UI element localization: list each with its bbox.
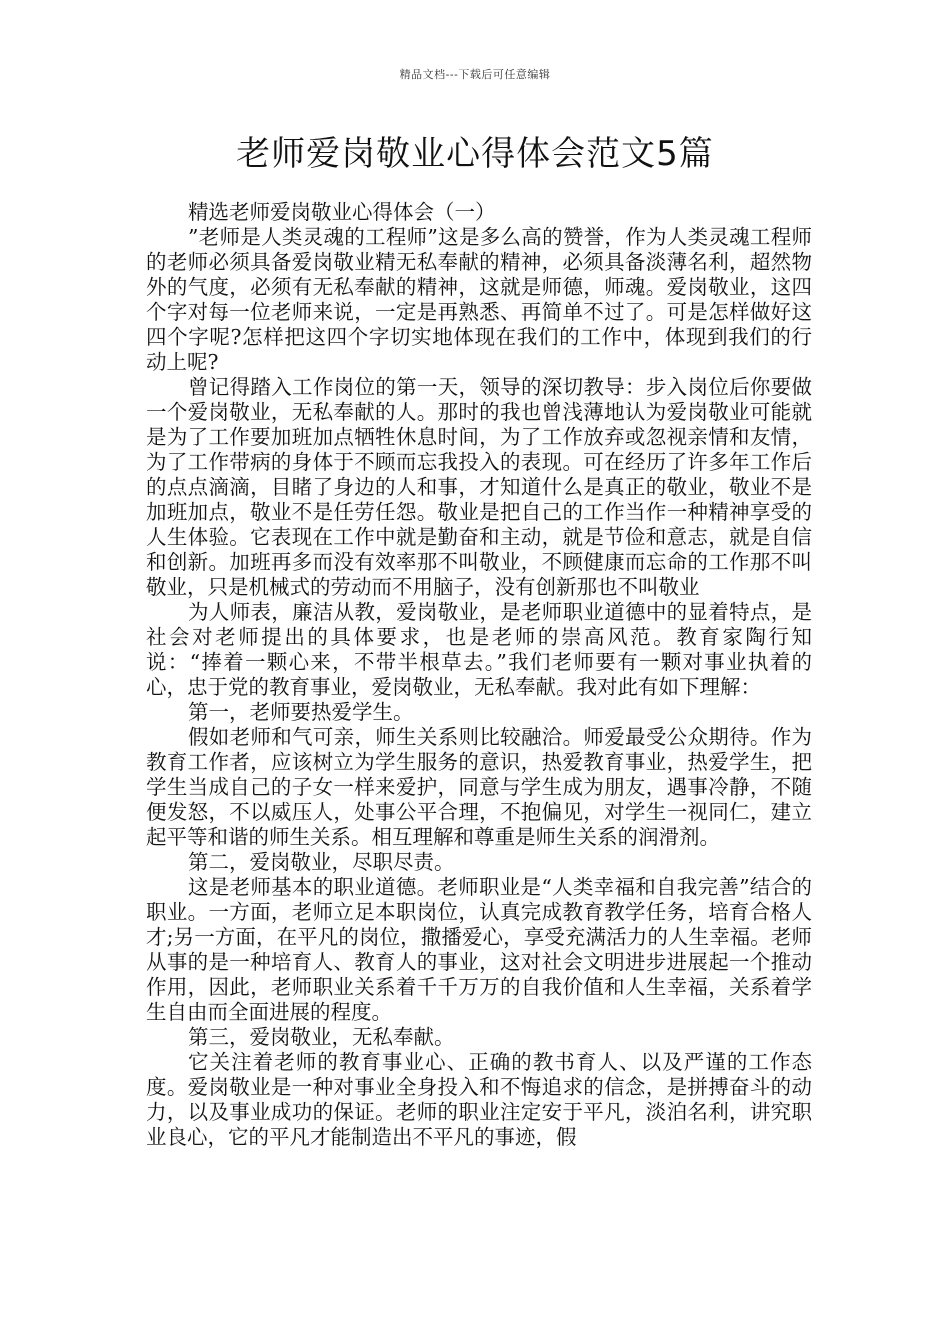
point-heading-1: 第一，老师要热爱学生。 — [188, 700, 414, 724]
document-body — [146, 200, 812, 1150]
document-title: 老师爱岗敬业心得体会范文5篇 — [236, 134, 714, 174]
section-title: 精选老师爱岗敬业心得体会（一） — [188, 200, 496, 224]
paragraph-5: 这是老师基本的职业道德。老师职业是“人类幸福和自我完善”结合的职业。一方面，老师立足本职岗位，认真完成教育教学任务，培育合格人才;另一方面，在平凡的岗位，撒播爱心，享受充满活力的人生幸福。老师从事的是一种培育人、教育人的事业，这对社会文明进步进展起一个推动作用，因此，老师职业关系着千千万万的自我价值和人生幸福，关系着学生自由而全面进展的程度。 — [146, 875, 812, 1024]
paragraph-1: ”老师是人类灵魂的工程师”这是多么高的赞誉，作为人类灵魂工程师的老师必须具备爱岗敬业精无私奉献的精神，必须具备淡薄名利，超然物外的气度，必须有无私奉献的精神，这就是师德，师魂。爱岗敬业，这四个字对每一位老师来说，一定是再熟悉、再简单不过了。可是怎样做好这四个字呢?怎样把这四个字切实地体现在我们的工作中，体现到我们的行动上呢? — [146, 225, 812, 374]
header-note: 精品文档---下载后可任意编辑 — [399, 68, 551, 81]
paragraph-3: 为人师表，廉洁从教，爱岗敬业，是老师职业道德中的显着特点，是社会对老师提出的具体要求，也是老师的崇高风范。教育家陶行知说：“捧着一颗心来，不带半根草去。”我们老师要有一颗对事业执着的心，忠于党的教育事业，爱岗敬业，无私奉献。我对此有如下理解： — [146, 600, 812, 699]
paragraph-6: 它关注着老师的教育事业心、正确的教书育人、以及严谨的工作态度。爱岗敬业是一种对事业全身投入和不悔追求的信念，是拼搏奋斗的动力，以及事业成功的保证。老师的职业注定安于平凡，淡泊名利，讲究职业良心，它的平凡才能制造出不平凡的事迹，假 — [146, 1050, 812, 1149]
paragraph-4: 假如老师和气可亲，师生关系则比较融洽。师爱最受公众期待。作为教育工作者，应该树立为学生服务的意识，热爱教育事业，热爱学生，把学生当成自己的子女一样来爱护，同意与学生成为朋友，遇事冷静，不随便发怒，不以威压人，处事公平合理，不抱偏见，对学生一视同仁，建立起平等和谐的师生关系。相互理解和尊重是师生关系的润滑剂。 — [146, 725, 812, 849]
paragraph-2: 曾记得踏入工作岗位的第一天，领导的深切教导：步入岗位后你要做一个爱岗敬业，无私奉献的人。那时的我也曾浅薄地认为爱岗敬业可能就是为了工作要加班加点牺牲休息时间，为了工作放弃或忽视亲情和友情，为了工作带病的身体于不顾而忘我投入的表现。可在经历了许多年工作后的点点滴滴，目睹了身边的人和事，才知道什么是真正的敬业，敬业不是加班加点，敬业不是任劳任怨。敬业是把自己的工作当作一种精神享受的人生体验。它表现在工作中就是勤奋和主动，就是节俭和意志，就是自信和创新。加班再多而没有效率那不叫敬业，不顾健康而忘命的工作那不叫敬业，只是机械式的劳动而不用脑子，没有创新那也不叫敬业 — [146, 375, 812, 599]
point-heading-2: 第二，爱岗敬业，尽职尽责。 — [188, 850, 455, 874]
point-heading-3: 第三，爱岗敬业，无私奉献。 — [188, 1025, 455, 1049]
